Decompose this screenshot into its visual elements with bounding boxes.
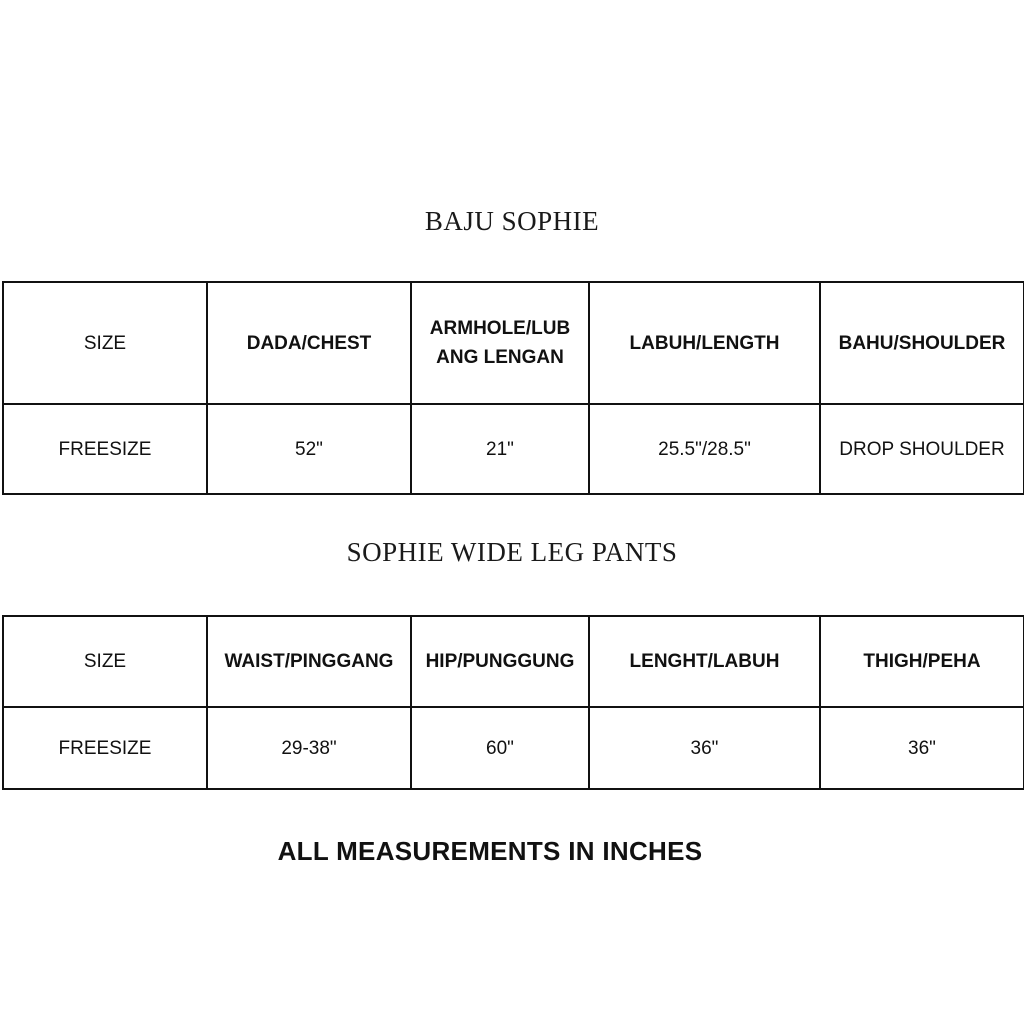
table-header-row [3,282,1024,404]
cell-length: 25.5"/28.5" [589,404,820,494]
header-size: SIZE [3,282,207,404]
header-thigh: THIGH/PEHA [820,616,1024,707]
baju-size-table [2,281,1024,495]
cell-armhole: 21" [411,404,589,494]
header-waist: WAIST/PINGGANG [207,616,411,707]
table-header-row [3,616,1024,707]
header-shoulder: BAHU/SHOULDER [820,282,1024,404]
header-size: SIZE [3,616,207,707]
header-armhole: ARMHOLE/LUBANG LENGAN [411,282,589,404]
cell-shoulder: DROP SHOULDER [820,404,1024,494]
baju-sophie-title: BAJU SOPHIE [424,206,600,236]
header-length: LENGHT/LABUH [589,616,820,707]
cell-thigh: 36" [820,707,1024,789]
cell-waist: 29-38" [207,707,411,789]
cell-length: 36" [589,707,820,789]
pants-size-table [2,615,1024,790]
table-row [3,707,1024,789]
table-row [3,404,1024,494]
cell-size: FREESIZE [3,404,207,494]
header-chest: DADA/CHEST [207,282,411,404]
cell-hip: 60" [411,707,589,789]
cell-chest: 52" [207,404,411,494]
header-length: LABUH/LENGTH [589,282,820,404]
header-hip: HIP/PUNGGUNG [411,616,589,707]
pants-title: SOPHIE WIDE LEG PANTS [346,537,678,567]
cell-size: FREESIZE [3,707,207,789]
measurement-footnote: ALL MEASUREMENTS IN INCHES [277,836,703,866]
